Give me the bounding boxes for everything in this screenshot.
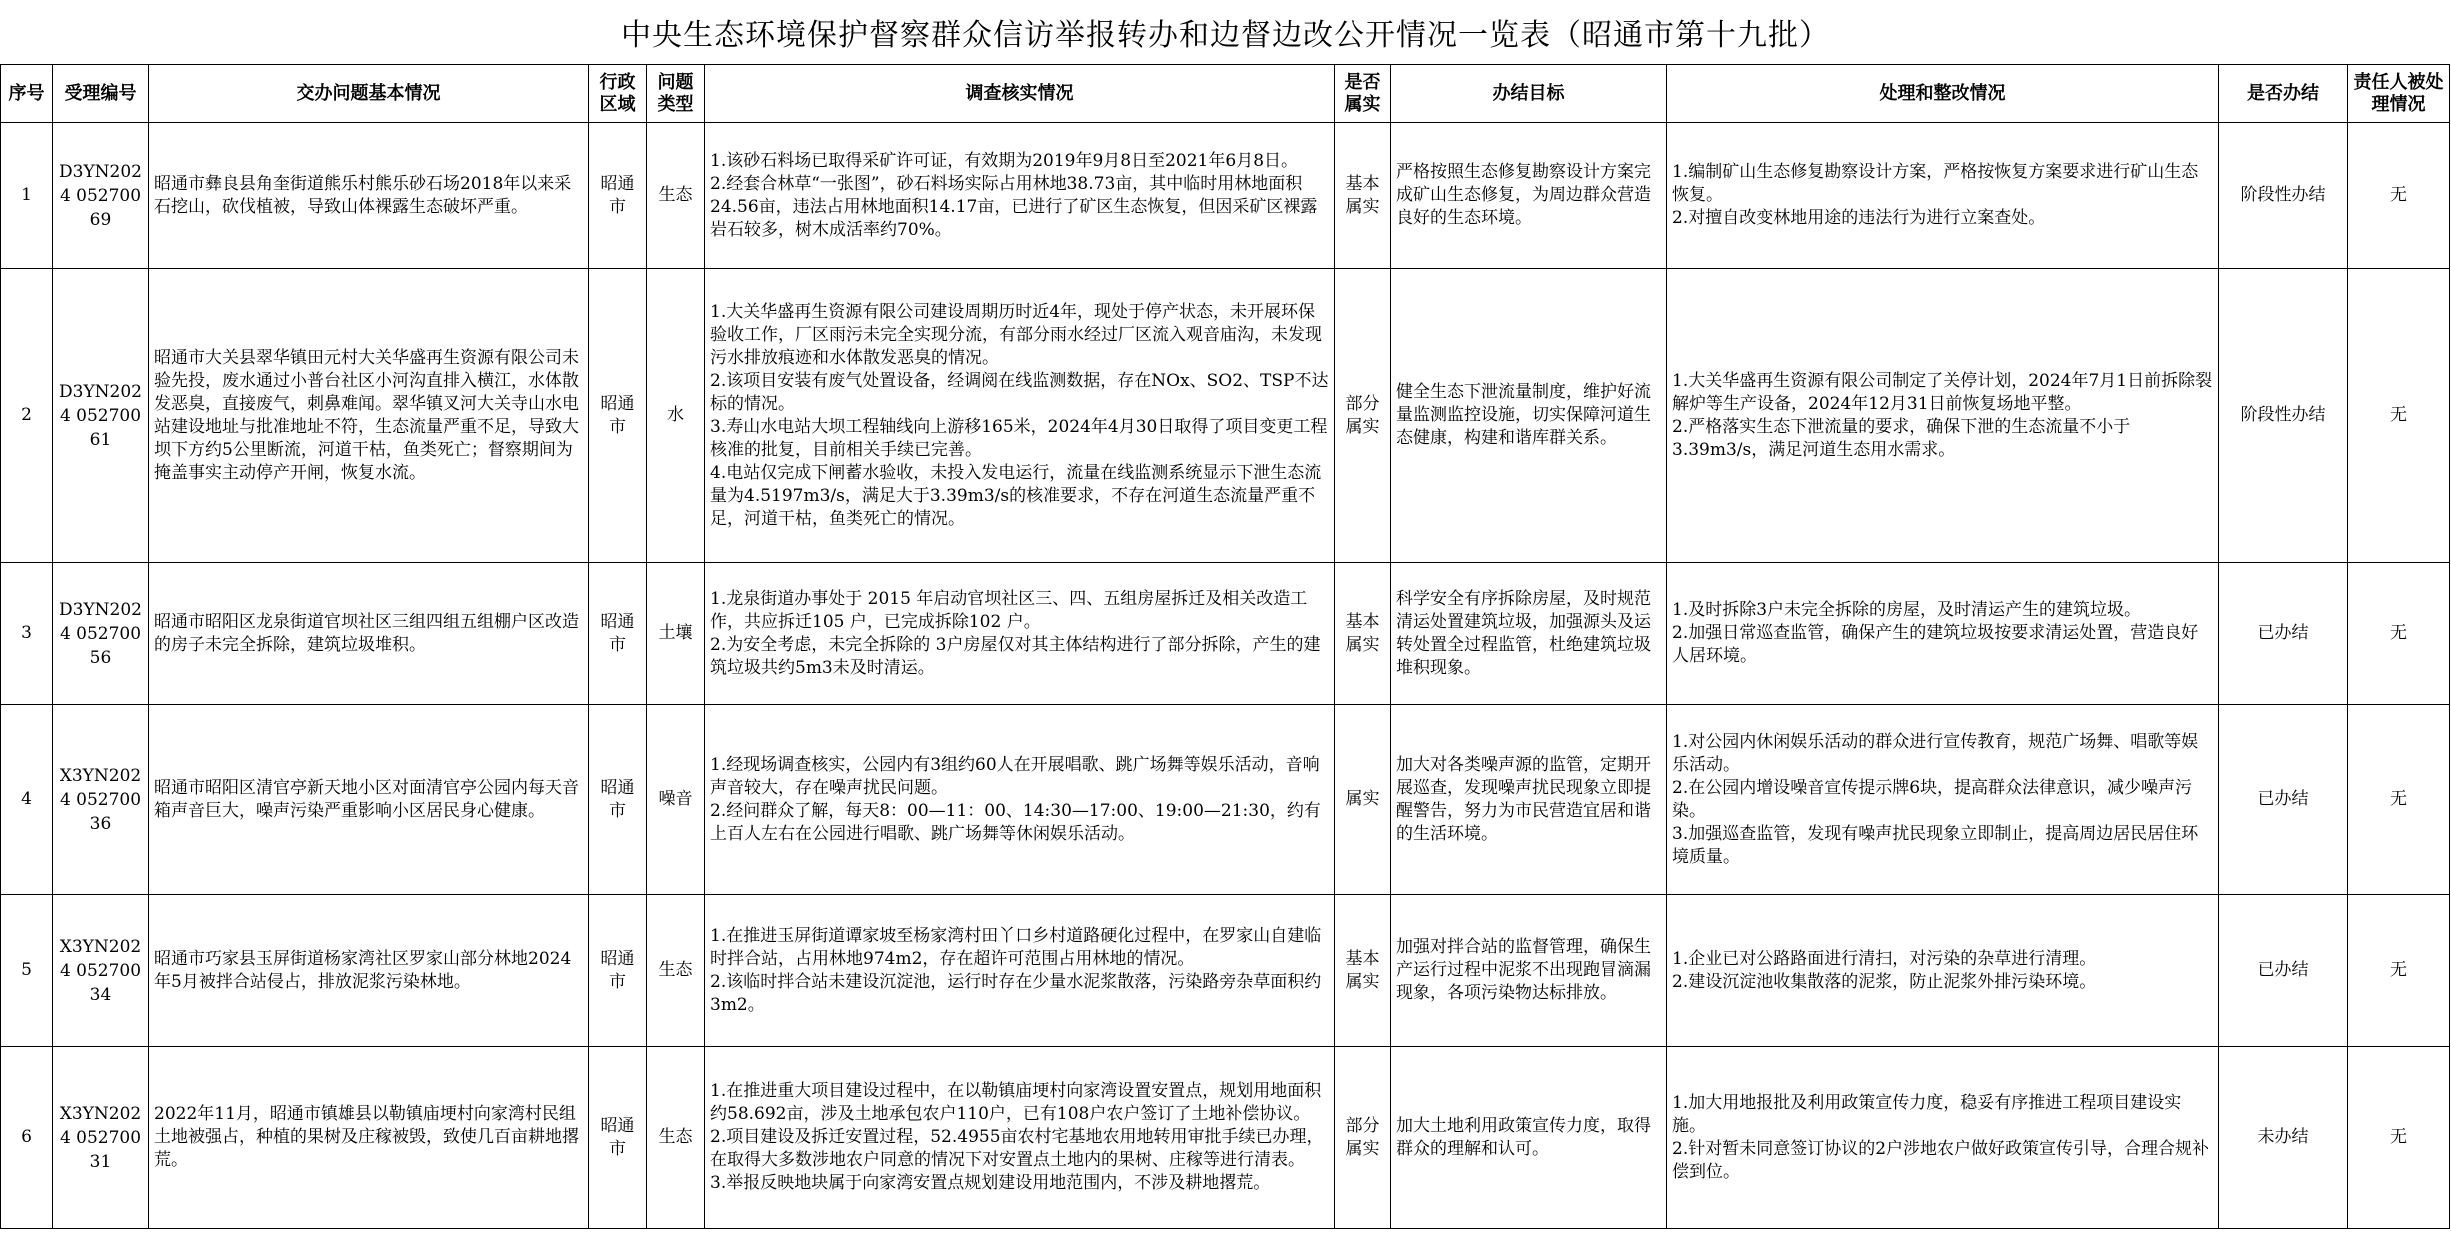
cell-investigation — [705, 705, 1335, 895]
cell-status: 阶段性办结 — [2219, 269, 2348, 563]
cell-goal: 加大对各类噪声源的监管，定期开展巡查，发现噪声扰民现象立即提醒警告，努力为市民营造宜居和谐的生活环境。 — [1391, 705, 1667, 895]
header-type: 问题类型 — [647, 65, 705, 123]
rectification-item: 1.编制矿山生态修复勘察设计方案，严格按恢复方案要求进行矿山生态恢复。 — [1672, 162, 2199, 205]
cell-id: D3YN2024 05270061 — [53, 269, 149, 563]
cell-rectification — [1667, 563, 2219, 705]
rectification-item: 1.大关华盛再生资源有限公司制定了关停计划，2024年7月1日前拆除裂解炉等生产设备，2024年12月31日前恢复场地平整。 — [1672, 370, 2213, 414]
cell-investigation — [705, 563, 1335, 705]
investigation-item: 1.在推进重大项目建设过程中，在以勒镇庙埂村向家湾设置安置点，规划用地面积约58.692亩，涉及土地承包农户110户，已有108户农户签订了土地补偿协议。 — [710, 1081, 1322, 1124]
cell-no: 4 — [1, 705, 53, 895]
cell-punish: 无 — [2348, 563, 2450, 705]
cell-region: 昭通市 — [589, 563, 647, 705]
cell-type: 生态 — [647, 1047, 705, 1229]
investigation-item: 1.在推进玉屏街道谭家坡至杨家湾村田丫口乡村道路硬化过程中，在罗家山自建临时拌合站，占用林地974m2，存在超许可范围占用林地的情况。 — [710, 925, 1322, 969]
cell-basic: 昭通市彝良县角奎街道熊乐村熊乐砂石场2018年以来采石挖山，砍伐植被，导致山体裸露生态破坏严重。 — [149, 123, 589, 269]
cell-rectification — [1667, 123, 2219, 269]
cell-status: 已办结 — [2219, 895, 2348, 1047]
cell-no: 5 — [1, 895, 53, 1047]
investigation-item: 1.该砂石料场已取得采矿许可证，有效期为2019年9月8日至2021年6月8日。 — [710, 150, 1299, 171]
investigation-item: 2.经问群众了解，每天8：00—11：00、14:30—17:00、19:00—21:30，约有上百人左右在公园进行唱歌、跳广场舞等休闲娱乐活动。 — [710, 800, 1321, 844]
cell-status: 已办结 — [2219, 705, 2348, 895]
rectification-item: 1.企业已对公路路面进行清扫，对污染的杂草进行清理。 — [1672, 948, 2097, 969]
cell-investigation — [705, 123, 1335, 269]
cell-investigation — [705, 895, 1335, 1047]
cell-punish: 无 — [2348, 895, 2450, 1047]
investigation-item: 2.经套合林草“一张图”，砂石料场实际占用林地38.73亩，其中临时用林地面积24.56亩，违法占用林地面积14.17亩，已进行了矿区生态恢复，但因采矿区裸露岩石较多，树木成活率约70%。 — [710, 173, 1318, 240]
cell-rectification — [1667, 1047, 2219, 1229]
rectification-item: 2.严格落实生态下泄流量的要求，确保下泄的生态流量不小于3.39m3/s，满足河道生态用水需求。 — [1672, 416, 2131, 460]
table-row — [1, 123, 2450, 269]
cell-basic: 2022年11月，昭通市镇雄县以勒镇庙埂村向家湾村民组土地被强占，种植的果树及庄稼被毁，致使几百亩耕地撂荒。 — [149, 1047, 589, 1229]
header-punish: 责任人被处理情况 — [2348, 65, 2450, 123]
header-verified: 是否属实 — [1335, 65, 1391, 123]
cell-status: 已办结 — [2219, 563, 2348, 705]
rectification-item: 2.对擅自改变林地用途的违法行为进行立案查处。 — [1672, 208, 2046, 228]
cell-region: 昭通市 — [589, 895, 647, 1047]
cell-type: 水 — [647, 269, 705, 563]
cell-region: 昭通市 — [589, 123, 647, 269]
header-no: 序号 — [1, 65, 53, 123]
header-basic: 交办问题基本情况 — [149, 65, 589, 123]
cell-region: 昭通市 — [589, 269, 647, 563]
cell-goal: 健全生态下泄流量制度，维护好流量监测监控设施，切实保障河道生态健康，构建和谐库群关系。 — [1391, 269, 1667, 563]
table-row — [1, 895, 2450, 1047]
cell-verified: 基本属实 — [1335, 895, 1391, 1047]
cell-type: 噪音 — [647, 705, 705, 895]
cell-type: 土壤 — [647, 563, 705, 705]
cell-punish: 无 — [2348, 705, 2450, 895]
cell-verified: 基本属实 — [1335, 123, 1391, 269]
cell-no: 6 — [1, 1047, 53, 1229]
rectification-item: 1.及时拆除3户未完全拆除的房屋，及时清运产生的建筑垃圾。 — [1672, 600, 2142, 620]
table-header-row — [1, 65, 2450, 123]
investigation-item: 4.电站仅完成下闸蓄水验收，未投入发电运行，流量在线监测系统显示下泄生态流量为4.5197m3/s，满足大于3.39m3/s的核准要求，不存在河道生态流量严重不足，河道干枯，鱼类死亡的情况。 — [710, 462, 1322, 529]
header-investigation: 调查核实情况 — [705, 65, 1335, 123]
rectification-item: 2.加强日常巡查监管，确保产生的建筑垃圾按要求清运处置，营造良好人居环境。 — [1672, 623, 2199, 666]
cell-goal: 加强对拌合站的监督管理，确保生产运行过程中泥浆不出现跑冒滴漏现象，各项污染物达标排放。 — [1391, 895, 1667, 1047]
investigation-item: 1.经现场调查核实，公园内有3组约60人在开展唱歌、跳广场舞等娱乐活动，音响声音较大，存在噪声扰民问题。 — [710, 754, 1320, 798]
cell-verified: 属实 — [1335, 705, 1391, 895]
cell-investigation — [705, 1047, 1335, 1229]
cell-status: 阶段性办结 — [2219, 123, 2348, 269]
investigation-item: 2.该临时拌合站未建设沉淀池，运行时存在少量水泥浆散落，污染路旁杂草面积约3m2。 — [710, 971, 1322, 1015]
cell-verified: 部分属实 — [1335, 269, 1391, 563]
cell-goal: 加大土地利用政策宣传力度，取得群众的理解和认可。 — [1391, 1047, 1667, 1229]
cell-basic: 昭通市昭阳区清官亭新天地小区对面清官亭公园内每天音箱声音巨大，噪声污染严重影响小区居民身心健康。 — [149, 705, 589, 895]
cell-rectification — [1667, 269, 2219, 563]
investigation-item: 1.龙泉街道办事处于 2015 年启动官坝社区三、四、五组房屋拆迁及相关改造工作，共应拆迁105 户，已完成拆除102 户。 — [710, 588, 1308, 632]
page-title: 中央生态环境保护督察群众信访举报转办和边督边改公开情况一览表（昭通市第十九批） — [621, 18, 1830, 53]
rectification-item: 2.在公园内增设噪音宣传提示牌6块，提高群众法律意识，减少噪声污染。 — [1672, 777, 2193, 821]
rectification-item: 2.建设沉淀池收集散落的泥浆，防止泥浆外排污染环境。 — [1672, 971, 2097, 992]
cell-goal: 严格按照生态修复勘察设计方案完成矿山生态修复，为周边群众营造良好的生态环境。 — [1391, 123, 1667, 269]
cell-region: 昭通市 — [589, 705, 647, 895]
cell-id: X3YN2024 05270034 — [53, 895, 149, 1047]
header-region: 行政区域 — [589, 65, 647, 123]
cell-no: 3 — [1, 563, 53, 705]
cell-region: 昭通市 — [589, 1047, 647, 1229]
cell-rectification — [1667, 705, 2219, 895]
cell-basic: 昭通市大关县翠华镇田元村大关华盛再生资源有限公司未验先投，废水通过小普台社区小河沟直排入横江，水体散发恶臭，直接废气，刺鼻难闻。翠华镇叉河大关寺山水电站建设地址与批准地址不符，生态流量严重不足，导致大坝下方约5公里断流，河道干枯，鱼类死亡；督察期间为掩盖事实主动停产开闸，恢复水流。 — [149, 269, 589, 563]
investigation-item: 2.项目建设及拆迁安置过程，52.4955亩农村宅基地农用地转用审批手续已办理，在取得大多数涉地农户同意的情况下对安置点土地内的果树、庄稼等进行清表。 — [710, 1127, 1324, 1170]
investigation-item: 3.举报反映地块属于向家湾安置点规划建设用地范围内，不涉及耕地撂荒。 — [710, 1173, 1271, 1193]
cell-id: X3YN2024 05270031 — [53, 1047, 149, 1229]
table-row — [1, 563, 2450, 705]
cell-no: 1 — [1, 123, 53, 269]
table-row — [1, 1047, 2450, 1229]
cell-id: D3YN2024 05270069 — [53, 123, 149, 269]
cell-investigation — [705, 269, 1335, 563]
cell-basic: 昭通市巧家县玉屏街道杨家湾社区罗家山部分林地2024年5月被拌合站侵占，排放泥浆污染林地。 — [149, 895, 589, 1047]
cell-punish: 无 — [2348, 269, 2450, 563]
rectification-item: 3.加强巡查监管，发现有噪声扰民现象立即制止，提高周边居民居住环境质量。 — [1672, 823, 2199, 867]
cell-no: 2 — [1, 269, 53, 563]
header-rectification: 处理和整改情况 — [1667, 65, 2219, 123]
cell-id: D3YN2024 05270056 — [53, 563, 149, 705]
cell-rectification — [1667, 895, 2219, 1047]
rectification-item: 1.对公园内休闲娱乐活动的群众进行宣传教育，规范广场舞、唱歌等娱乐活动。 — [1672, 731, 2199, 775]
cell-type: 生态 — [647, 895, 705, 1047]
table-row — [1, 269, 2450, 563]
cell-punish: 无 — [2348, 123, 2450, 269]
investigation-item: 2.为安全考虑，未完全拆除的 3户房屋仅对其主体结构进行了部分拆除，产生的建筑垃圾共约5m3未及时清运。 — [710, 634, 1321, 678]
cell-goal: 科学安全有序拆除房屋，及时规范清运处置建筑垃圾，加强源头及运转处置全过程监管，杜绝建筑垃圾堆积现象。 — [1391, 563, 1667, 705]
investigation-item: 2.该项目安装有废气处置设备，经调阅在线监测数据，存在NOx、SO2、TSP不达标的情况。 — [710, 370, 1329, 414]
header-goal: 办结目标 — [1391, 65, 1667, 123]
cell-verified: 部分属实 — [1335, 1047, 1391, 1229]
header-status: 是否办结 — [2219, 65, 2348, 123]
investigation-item: 3.寿山水电站大坝工程轴线向上游移165米，2024年4月30日取得了项目变更工程核准的批复，目前相关手续已完善。 — [710, 416, 1328, 460]
investigation-item: 1.大关华盛再生资源有限公司建设周期历时近4年，现处于停产状态，未开展环保验收工作，厂区雨污未完全实现分流，有部分雨水经过厂区流入观音庙沟，未发现污水排放痕迹和水体散发恶臭的情况。 — [710, 301, 1322, 368]
cell-punish: 无 — [2348, 1047, 2450, 1229]
table-row — [1, 705, 2450, 895]
cell-verified: 基本属实 — [1335, 563, 1391, 705]
header-id: 受理编号 — [53, 65, 149, 123]
rectification-item: 1.加大用地报批及利用政策宣传力度，稳妥有序推进工程项目建设实施。 — [1672, 1092, 2182, 1136]
cell-status: 未办结 — [2219, 1047, 2348, 1229]
cell-type: 生态 — [647, 123, 705, 269]
rectification-item: 2.针对暂未同意签订协议的2户涉地农户做好政策宣传引导，合理合规补偿到位。 — [1672, 1138, 2210, 1182]
cell-basic: 昭通市昭阳区龙泉街道官坝社区三组四组五组棚户区改造的房子未完全拆除，建筑垃圾堆积。 — [149, 563, 589, 705]
complaint-table — [0, 64, 2450, 1229]
cell-id: X3YN2024 05270036 — [53, 705, 149, 895]
